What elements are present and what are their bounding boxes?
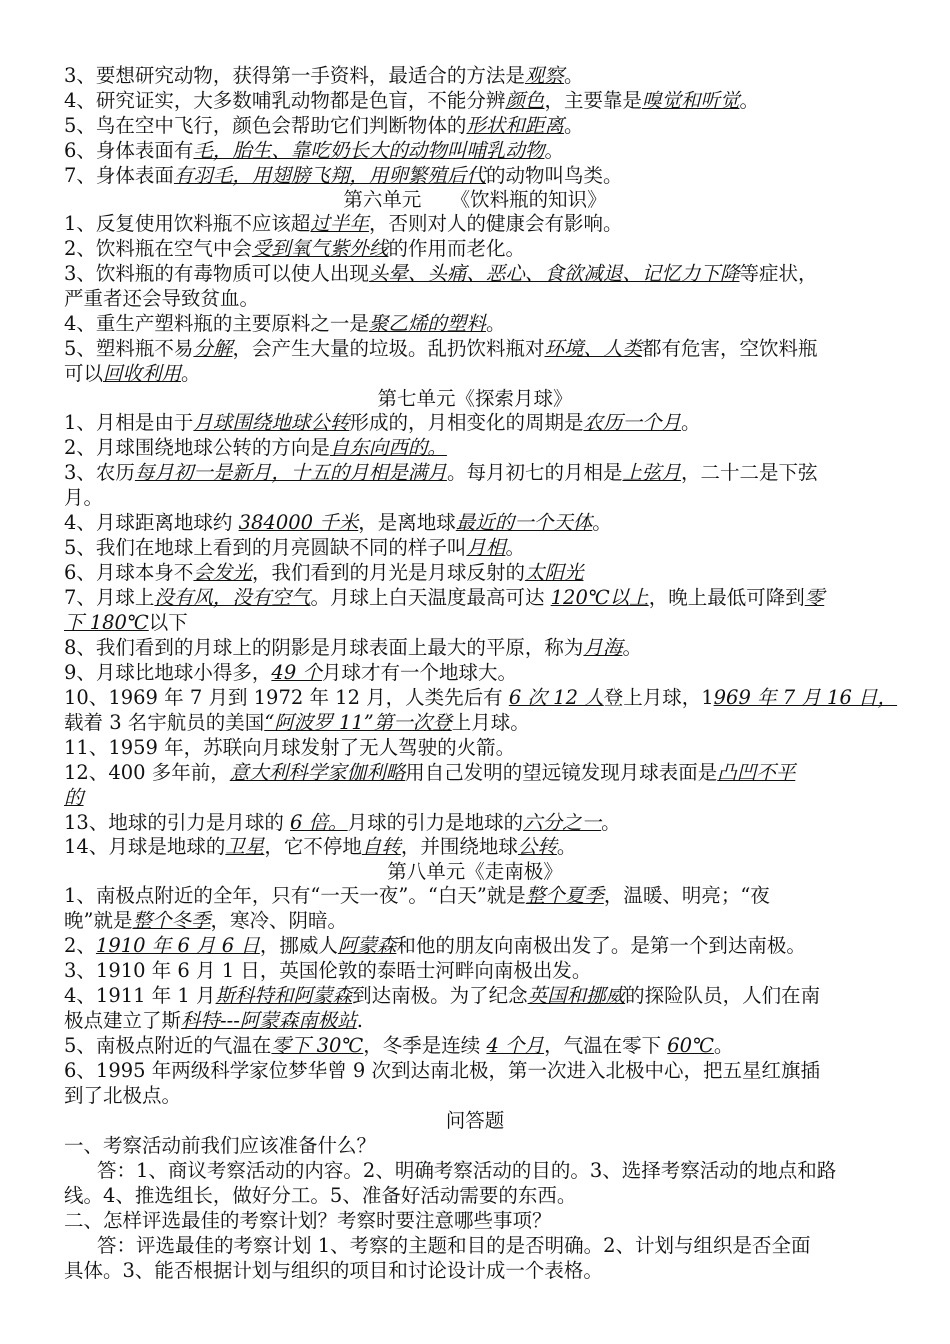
answer-text: 整个夏季: [525, 884, 604, 907]
answer-text: 头晕、头痛、恶心、食欲减退、记忆力下降: [368, 262, 740, 285]
text-segment: 一、考察活动前我们应该准备什么？: [64, 1134, 377, 1157]
text-line: [64, 561, 583, 585]
text-segment: ，挪威人: [259, 934, 338, 957]
text-segment: 6、身体表面有: [64, 139, 194, 162]
text-segment: 的动物叫鸟类。: [485, 164, 623, 187]
text-segment: 6、1995 年两级科学家位梦华曾 9 次到达南北极，第一次进入北极中心，把五星红旗插: [64, 1059, 821, 1082]
text-segment: 。: [592, 511, 612, 534]
text-segment: 上月球。: [451, 711, 530, 734]
answer-text: 阿蒙森: [337, 934, 397, 957]
text-line: [64, 362, 201, 386]
text-segment: 1、南极点附近的全年，只有“一天一夜”。“白天”就是: [64, 884, 526, 907]
text-segment: 5、南极点附近的气温在: [64, 1034, 272, 1057]
text-segment: 5、鸟在空中飞行，颜色会帮助它们判断物体的: [64, 114, 467, 137]
text-segment: ，并围绕地球: [400, 835, 518, 858]
text-line: [64, 212, 622, 236]
answer-text: 观察: [524, 64, 564, 87]
text-segment: ，我们看到的月光是月球反射的: [251, 561, 525, 584]
text-segment: ，是离地球: [358, 511, 456, 534]
text-segment: 5、塑料瓶不易: [64, 337, 194, 360]
answer-text: 公转: [517, 835, 557, 858]
text-segment: 3、饮料瓶的有毒物质可以使人出现: [64, 262, 369, 285]
text-line: [97, 1234, 811, 1258]
text-segment: 1、反复使用饮料瓶不应该超: [64, 212, 311, 235]
answer-text: 有羽毛，用翅膀飞翔，用卵繁殖后代: [173, 164, 486, 187]
text-line: [64, 611, 188, 635]
text-line: [64, 934, 806, 958]
text-segment: 3、1910 年 6 月 1 日，英国伦敦的泰晤士河畔向南极出发。: [64, 959, 592, 982]
text-segment: 具体。3、能否根据计划与组织的项目和讨论设计成一个表格。: [64, 1259, 603, 1282]
text-line: [64, 711, 530, 735]
text-line: [64, 786, 84, 810]
text-line: [64, 661, 517, 685]
section-heading: [0, 860, 950, 884]
answer-text: 60℃: [667, 1034, 714, 1057]
text-line: [64, 1209, 552, 1233]
text-line: [64, 486, 103, 510]
text-line: [64, 736, 515, 760]
text-segment: 。: [713, 1034, 734, 1057]
answer-text: 零下 30℃: [271, 1034, 364, 1057]
answer-text: 120℃以上: [550, 586, 649, 609]
text-segment: 月球的引力是地球的: [347, 811, 524, 834]
text-line: [64, 511, 612, 535]
text-segment: ，否则对人的健康会有影响。: [368, 212, 623, 235]
text-segment: 到了北极点。: [64, 1084, 182, 1107]
answer-text: 零: [804, 586, 825, 609]
answer-text: 自转: [361, 835, 401, 858]
text-segment: 2、月球围绕地球公转的方向是: [64, 436, 330, 459]
text-segment: 。: [622, 636, 642, 659]
answer-text: 每月初一是新月，十五的月相是满月: [134, 461, 447, 484]
answer-text: 没有风，没有空气: [154, 586, 311, 609]
text-segment: 7、身体表面: [64, 164, 174, 187]
answer-text: 月海: [583, 636, 623, 659]
text-segment: ，温暖、明亮；“夜: [603, 884, 770, 907]
text-segment: 。每月初七的月相是: [446, 461, 623, 484]
text-segment: 。: [505, 536, 525, 559]
text-segment: 7、月球上: [64, 586, 155, 609]
answer-text: 6 次 12 人: [508, 686, 604, 709]
text-segment: 二、怎样评选最佳的考察计划？考察时要注意哪些事项？: [64, 1209, 552, 1232]
text-segment: ，晚上最低可降到: [648, 586, 805, 609]
text-line: [64, 114, 583, 138]
text-segment: 可以: [64, 362, 104, 385]
text-segment: 答：评选最佳的考察计划 1、考察的主题和目的是否明确。2、计划与组织是否全面: [97, 1234, 811, 1257]
answer-text: 毛，胎生、靠吃奶长大的动物叫哺乳动物: [193, 139, 545, 162]
text-segment: 的作用而老化。: [388, 237, 525, 260]
text-line: [64, 984, 820, 1008]
text-line: [64, 164, 622, 188]
answer-text: 科特---阿蒙森南极站: [181, 1009, 357, 1032]
text-segment: 用自己发明的望远镜发现月球表面是: [405, 761, 718, 784]
answer-text: 太阳光: [524, 561, 584, 584]
text-line: [64, 959, 591, 983]
text-line: [64, 811, 621, 835]
text-line: [64, 1009, 363, 1033]
text-line: [64, 686, 897, 710]
answer-text: 意大利科学家伽利略: [229, 761, 406, 784]
text-line: [64, 64, 583, 88]
text-line: [64, 411, 700, 435]
section-heading: [0, 1109, 950, 1133]
answer-text: 的: [64, 786, 84, 809]
text-segment: 。: [601, 811, 621, 834]
text-segment: ，气温在零下: [544, 1034, 668, 1057]
text-segment: 。: [181, 362, 201, 385]
text-line: [64, 262, 817, 286]
answer-text: “阿波罗 11”第一次登: [264, 711, 452, 734]
text-line: [64, 139, 564, 163]
answer-text: 英国和挪威: [527, 984, 626, 1007]
text-line: [64, 1259, 603, 1283]
text-segment: 第六单元 《饮料瓶的知识》: [343, 188, 607, 211]
section-heading: [0, 188, 950, 212]
text-line: [64, 1184, 576, 1208]
answer-text: 卫星: [225, 835, 265, 858]
text-segment: 。: [739, 89, 759, 112]
answer-text: 最近的一个天体: [455, 511, 593, 534]
text-segment: 2、: [64, 934, 96, 957]
answer-text: 环境、人类: [544, 337, 642, 360]
text-segment: 形成的，月相变化的周期是: [349, 411, 584, 434]
text-segment: 12、400 多年前，: [64, 761, 230, 784]
text-segment: 。月球上白天温度最高可达: [310, 586, 551, 609]
text-segment: ，冬季是连续: [363, 1034, 487, 1057]
text-segment: 极点建立了斯: [64, 1009, 182, 1032]
answer-text: 384000 千米: [238, 511, 359, 534]
text-segment: 1、月相是由于: [64, 411, 194, 434]
text-line: [64, 1134, 376, 1158]
text-segment: 4、月球距离地球约: [64, 511, 239, 534]
text-segment: 等症状，: [739, 262, 818, 285]
answer-text: 农历一个月: [583, 411, 681, 434]
text-segment: 6、月球本身不: [64, 561, 194, 584]
answer-text: 聚乙烯的塑料: [368, 312, 486, 335]
section-heading: [0, 387, 950, 411]
text-segment: 13、地球的引力是月球的: [64, 811, 291, 834]
text-segment: 。: [544, 139, 564, 162]
answer-text: 969 年 7 月 16 日，: [713, 686, 898, 709]
answer-text: 4 个月: [486, 1034, 545, 1057]
text-segment: 。: [556, 835, 577, 858]
text-segment: 3、农历: [64, 461, 135, 484]
text-segment: 10、1969 年 7 月到 1972 年 12 月，人类先后有: [64, 686, 509, 709]
text-segment: 载着 3 名宇航员的美国: [64, 711, 265, 734]
text-segment: 11、1959 年，苏联向月球发射了无人驾驶的火箭。: [64, 736, 516, 759]
text-segment: 月球才有一个地球大。: [321, 661, 517, 684]
text-segment: 4、研究证实，大多数哺乳动物都是色盲，不能分辨: [64, 89, 506, 112]
text-segment: 4、重生产塑料瓶的主要原料之一是: [64, 312, 369, 335]
answer-text: 六分之一: [523, 811, 602, 834]
answer-text: 49 个: [271, 661, 322, 684]
text-line: [64, 536, 525, 560]
answer-text: 上弦月: [622, 461, 681, 484]
answer-text: 自东向西的。: [329, 436, 447, 459]
text-segment: ，会产生大量的垃圾。乱扔饮料瓶对: [232, 337, 545, 360]
text-segment: 5、我们在地球上看到的月亮圆缺不同的样子叫: [64, 536, 467, 559]
text-line: [64, 761, 795, 785]
text-segment: 问答题: [445, 1109, 505, 1132]
text-segment: 14、月球是地球的: [64, 835, 226, 858]
text-segment: 和他的朋友向南极出发了。是第一个到达南极。: [396, 934, 806, 957]
answer-text: 颜色: [505, 89, 545, 112]
text-segment: 。: [563, 114, 584, 137]
answer-text: 分解: [193, 337, 233, 360]
text-line: [64, 237, 525, 261]
text-line: [64, 312, 505, 336]
text-segment: ，二十二是下弦: [680, 461, 818, 484]
answer-text: 月相: [466, 536, 506, 559]
text-line: [64, 636, 642, 660]
answer-text: 斯科特和阿蒙森: [215, 984, 353, 1007]
text-segment: 8、我们看到的月球上的阴影是月球表面上最大的平原，称为: [64, 636, 584, 659]
text-segment: 4、1911 年 1 月: [64, 984, 216, 1007]
answer-text: 嗅觉和听觉: [641, 89, 740, 112]
text-segment: .: [356, 1009, 363, 1032]
text-segment: 到达南极。为了纪念: [352, 984, 528, 1007]
answer-text: 受到氧气紫外线: [251, 237, 389, 260]
text-line: [64, 287, 259, 311]
text-line: [64, 89, 759, 113]
text-segment: 3、要想研究动物，获得第一手资料，最适合的方法是: [64, 64, 525, 87]
answer-text: 下 180℃: [64, 611, 149, 634]
text-line: [64, 586, 824, 610]
text-segment: 第八单元《走南极》: [387, 860, 563, 883]
text-segment: ，寒冷、阴暗。: [210, 909, 348, 932]
text-segment: 严重者还会导致贫血。: [64, 287, 260, 310]
text-segment: 2、饮料瓶在空气中会: [64, 237, 252, 260]
answer-text: 过半年: [310, 212, 369, 235]
answer-text: 形状和距离: [466, 114, 564, 137]
text-line: [64, 835, 576, 859]
text-segment: 。: [485, 312, 506, 335]
text-line: [64, 1084, 181, 1108]
answer-text: 整个冬季: [132, 909, 211, 932]
answer-text: 6 倍。: [290, 811, 348, 834]
text-line: [64, 461, 817, 485]
text-line: [64, 1059, 820, 1083]
text-segment: ，主要靠是: [544, 89, 642, 112]
text-segment: 晚”就是: [64, 909, 133, 932]
answer-text: 凸凹不平: [717, 761, 796, 784]
text-segment: 都有危害，空饮料瓶: [641, 337, 818, 360]
answer-text: 1910 年 6 月 6 日: [95, 934, 260, 957]
answer-text: 月球围绕地球公转: [193, 411, 350, 434]
text-segment: ，它不停地: [264, 835, 362, 858]
text-segment: 答：1、商议考察活动的内容。2、明确考察活动的目的。3、选择考察活动的地点和路: [97, 1159, 837, 1182]
text-segment: 月。: [64, 486, 104, 509]
text-line: [64, 884, 770, 908]
text-line: [64, 1034, 733, 1058]
text-line: [64, 909, 347, 933]
text-segment: 。: [563, 64, 584, 87]
text-segment: 。: [680, 411, 701, 434]
text-segment: 登上月球，1: [603, 686, 714, 709]
text-line: [97, 1159, 836, 1183]
text-segment: 第七单元《探索月球》: [377, 387, 573, 410]
answer-text: 会发光: [193, 561, 252, 584]
text-segment: 的探险队员，人们在南: [625, 984, 821, 1007]
text-segment: 以下: [148, 611, 188, 634]
text-line: [64, 337, 817, 361]
text-segment: 线。4、推选组长，做好分工。5、准备好活动需要的东西。: [64, 1184, 577, 1207]
text-segment: 9、月球比地球小得多，: [64, 661, 272, 684]
answer-text: 回收利用: [103, 362, 182, 385]
text-line: [64, 436, 447, 460]
